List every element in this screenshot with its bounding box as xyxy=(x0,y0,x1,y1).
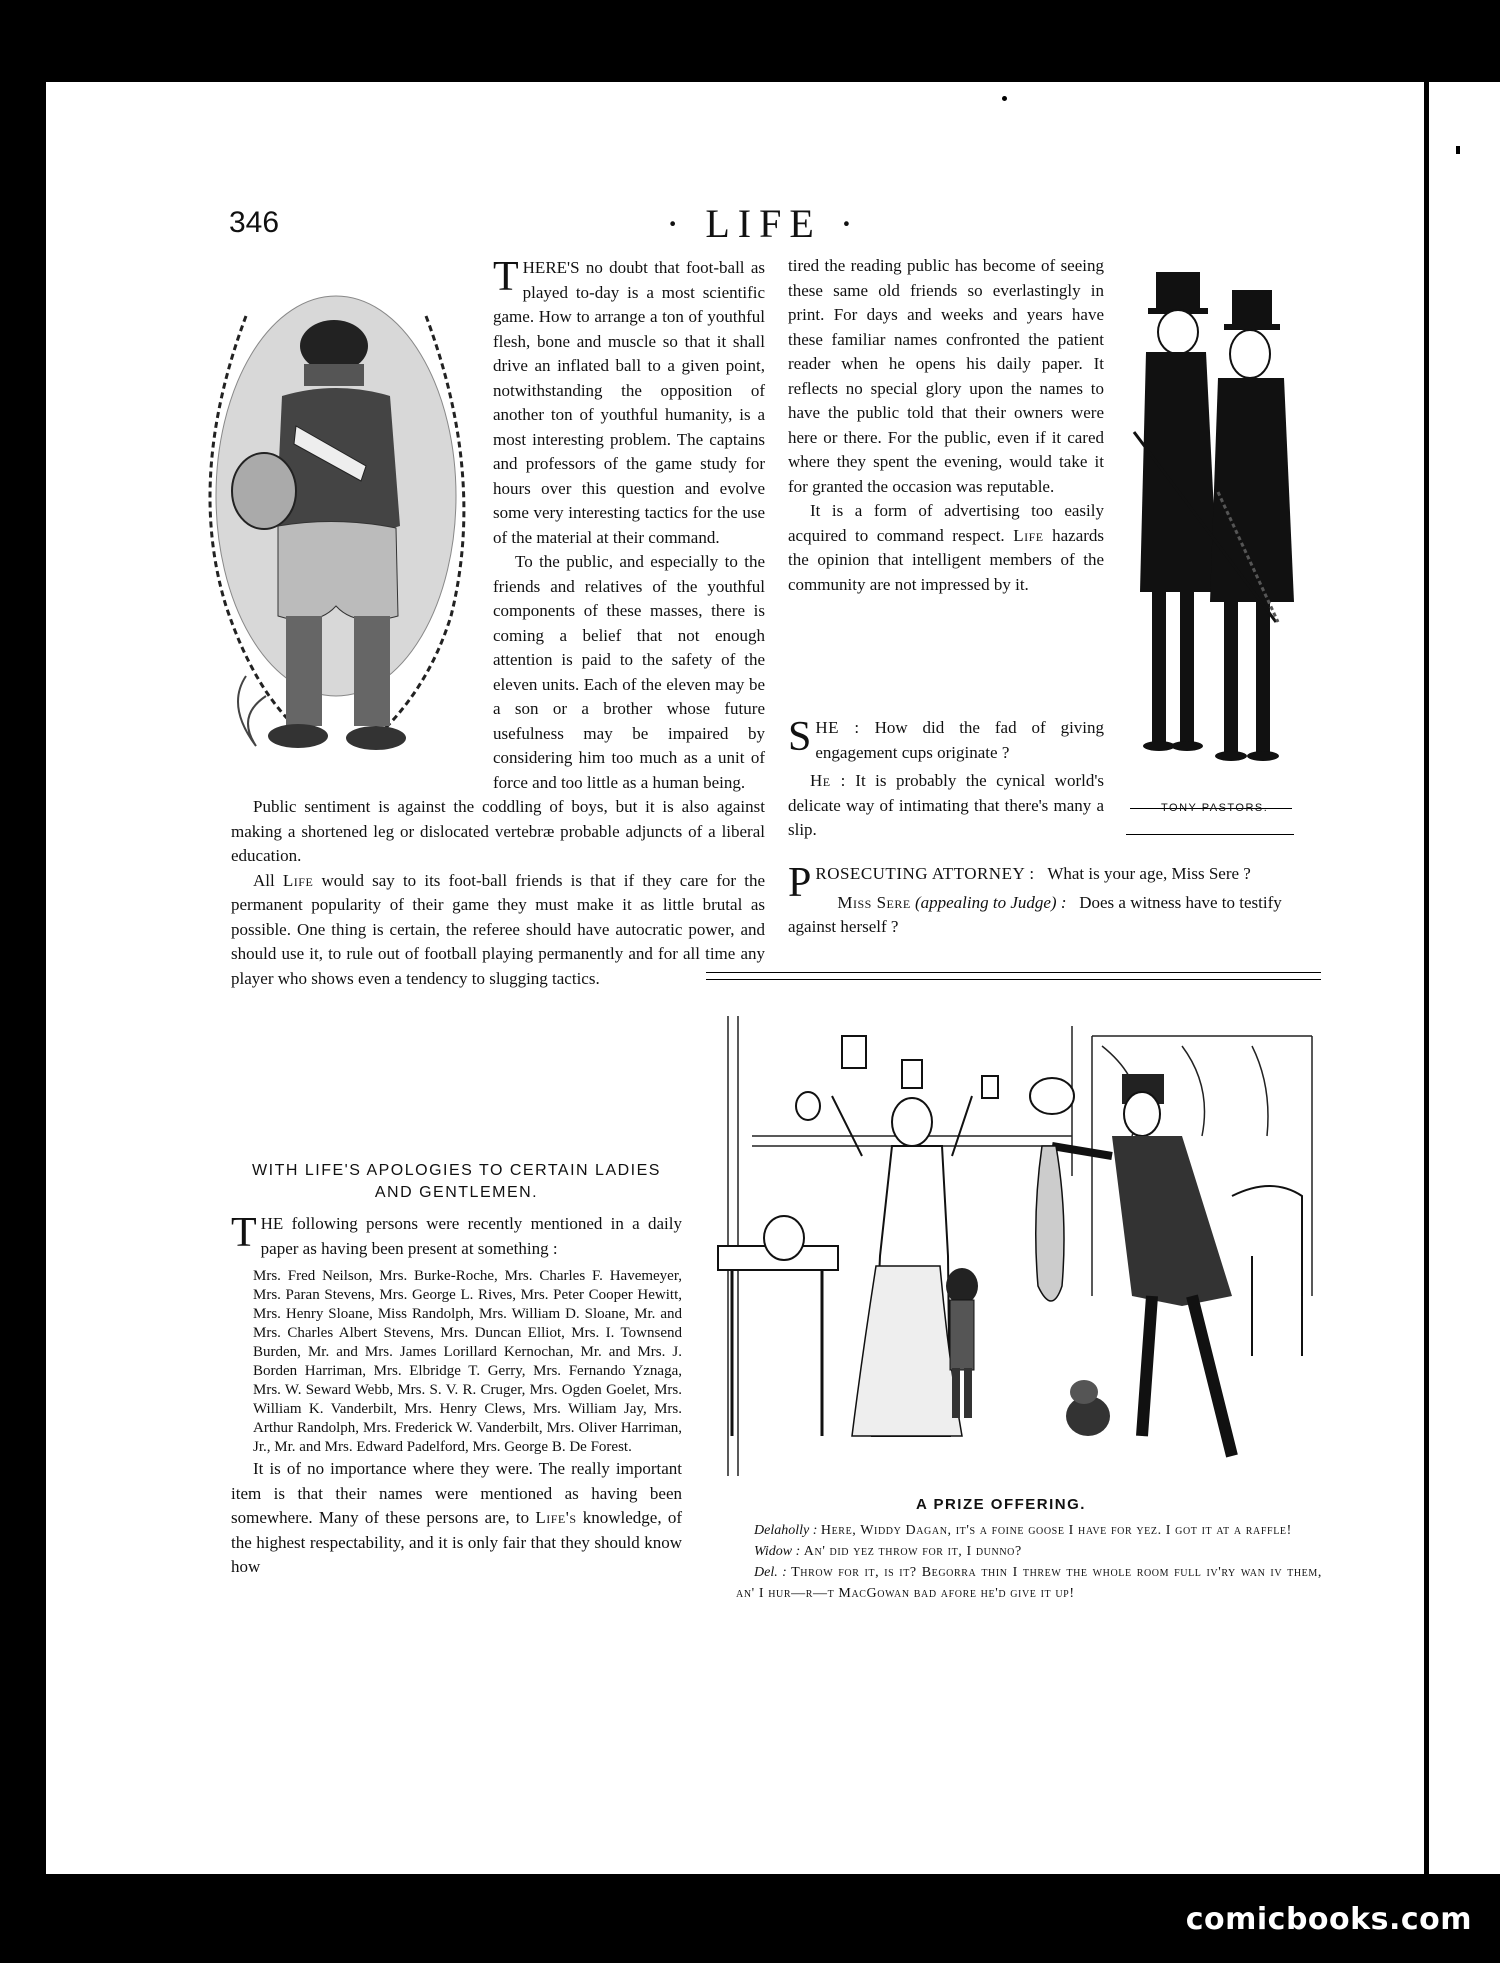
section-rule-2 xyxy=(706,979,1321,980)
facing-page-edge xyxy=(1424,82,1500,1874)
watermark: comicbooks.com xyxy=(1185,1902,1472,1937)
football-para-3: Public sentiment is against the coddling of boys, but it is also against making a shortened leg or dislocated vertebræ probable adjuncts of a liberal education. xyxy=(231,797,765,865)
facing-page-mark xyxy=(1456,146,1460,154)
prize-offering-caption: A PRIZE OFFERING. xyxy=(916,1496,1086,1513)
printer-mark xyxy=(1002,96,1007,101)
dialogue-line-2: Widow : An' did yez throw for it, I dunno? xyxy=(754,1544,1022,1559)
dropcap: T xyxy=(493,254,519,300)
dialogue-line-1: Delaholly : Here, Widdy Dagan, it's a foine goose I have for yez. I got it at a raffle! xyxy=(754,1523,1292,1538)
tony-pastors-illustration xyxy=(1126,262,1298,772)
football-para-4: All Life would say to its foot-ball friends is that if they care for the permanent popularity of their game they must make it as little brutal as possible. One thing is certain, the referee should have autocratic power, and should use it, to rule out of football playing permanently and for all time any player who shows even a tendency to slugging tactics. xyxy=(231,870,766,988)
society-names-list: Mrs. Fred Neilson, Mrs. Burke-Roche, Mrs. Charles F. Havemeyer, Mrs. Paran Stevens, Mrs. George L. Rives, Mrs. Peter Cooper Hewitt, Mrs. Henry Sloane, Miss Randolph, Mrs. William D. Sloane, Mr. and Mrs. Charles Albert Stevens, Mrs. Duncan Elliot, Mrs. I. Townsend Burden, Mr. and Mrs. James Lorillard Kernochan, Mr. and Mrs. J. Borden Harriman, Mrs. Elbridge T. Gerry, Mrs. Fernando Yznaga, Mrs. W. Seward Webb, Mrs. S. V. R. Cruger, Mrs. Ogden Goelet, Mrs. William K. Vanderbilt, Mrs. Henry Clews, Mrs. William Jay, Mrs. Arthur Randolph, Mrs. Frederick W. Vanderbilt, Mrs. Oliver Harriman, Jr., Mr. and Mrs. Edward Padelford, Mrs. George B. De Forest. xyxy=(253,1268,682,1455)
prize-offering-dialogue xyxy=(736,1520,1322,1604)
apologies-continued xyxy=(788,254,1104,597)
tony-pastors-caption: TONY PASTORS. xyxy=(1161,802,1269,814)
apologies-para-1: THE following persons were recently mentioned in a daily paper as having been present at something : xyxy=(231,1210,682,1258)
football-article xyxy=(231,256,765,991)
illustration-wrap xyxy=(231,256,493,778)
football-para-2: To the public, and especially to the friends and relatives of the youthful components of these masses, there is coming a belief that not enough attention is paid to the safety of the eleven units. Each of the eleven may be a son or a brother whose future usefulness may be impaired by considering him too much as a unit of force and too little as a human being. xyxy=(493,552,765,792)
attorney-joke: PROSECUTING ATTORNEY : What is your age, Miss Sere ? Miss Sere (appealing to Judge) : Does a witness have to testify against herself ? xyxy=(788,860,1282,936)
dialogue-line-3: Del. : Throw for it, is it? Begorra thin I threw the whole room full iv'ry wan iv them, an' I hur—r—t MacGowan bad afore he'd give it up! xyxy=(736,1565,1322,1601)
apologies-heading: WITH LIFE'S APOLOGIES TO CERTAIN LADIES AND GENTLEMEN. xyxy=(252,1162,661,1201)
football-para-1: THERE'S no doubt that foot-ball as played to-day is a most scientific game. How to arrange a ton of youthful flesh, bone and muscle so that it shall drive an inflated ball to a given point, notwithstanding the opposition of another ton of youthful humanity, is a most interesting problem. The captains and professors of the game study for hours over this question and evolve some very interesting tactics for the use of the material at their command. xyxy=(493,254,765,547)
page-number: 346 xyxy=(229,206,280,239)
apologies-para-4: It is a form of advertising too easily acquired to command respect. Life hazards the opinion that intelligent members of the community are not impressed by it. xyxy=(788,501,1105,594)
she-joke: SHE : How did the fad of giving engagement cups originate ? He : It is probably the cynical world's delicate way of intimating that there's many a slip. xyxy=(788,714,1105,839)
apologies-article xyxy=(231,1146,682,1580)
section-rule-1 xyxy=(706,972,1321,973)
prize-offering-illustration xyxy=(712,996,1320,1490)
apologies-para-2: It is of no importance where they were. The really important item is that their names were mentioned as having been somewhere. Many of these persons are, to Life's knowledge, of the highest respectability, and it is only fair that they should know how xyxy=(231,1459,683,1576)
tony-caption-rule-bottom xyxy=(1126,834,1294,835)
masthead: · LIFE · xyxy=(666,201,862,246)
apologies-para-3: tired the reading public has become of seeing these same old friends so everlastingly in print. For days and weeks and years have these familiar names confronted the patient reader when he opens his daily paper. It reflects no special glory upon the names to have the public told that their owners were here or there. For the public, even if it cared where they spent the evening, would take it for granted the occasion was reputable. xyxy=(788,256,1104,496)
